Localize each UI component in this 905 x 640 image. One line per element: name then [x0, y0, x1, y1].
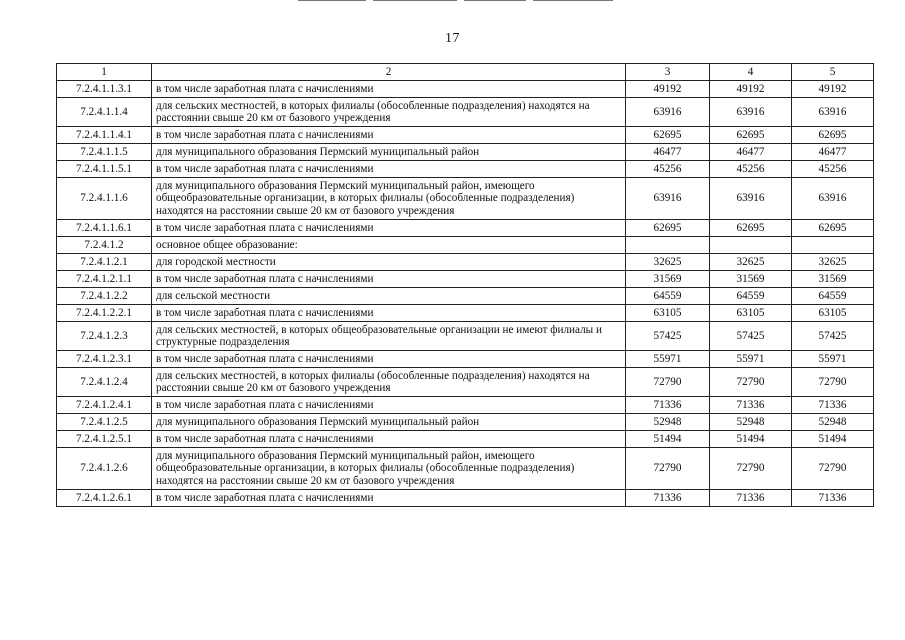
row-description: в том числе заработная плата с начислениями	[152, 81, 626, 98]
row-description: в том числе заработная плата с начислениями	[152, 161, 626, 178]
table-row	[57, 178, 874, 220]
row-value-col5: 71336	[792, 490, 874, 507]
row-code: 7.2.4.1.1.4.1	[57, 127, 152, 144]
row-value-col4: 46477	[710, 144, 792, 161]
row-value-col5: 63916	[792, 178, 874, 220]
table-row	[57, 322, 874, 351]
row-code: 7.2.4.1.2.5	[57, 414, 152, 431]
row-description: для сельских местностей, в которых филиалы (обособленные подразделения) находятся на расстоянии свыше 20 км от базового учреждения	[152, 98, 626, 127]
row-code: 7.2.4.1.2	[57, 237, 152, 254]
row-description: в том числе заработная плата с начислениями	[152, 271, 626, 288]
row-value-col3: 64559	[626, 288, 710, 305]
table-row	[57, 288, 874, 305]
row-value-col5: 71336	[792, 397, 874, 414]
row-value-col3: 62695	[626, 127, 710, 144]
row-value-col5: 64559	[792, 288, 874, 305]
row-description: для сельской местности	[152, 288, 626, 305]
row-value-col4: 45256	[710, 161, 792, 178]
row-value-col3: 45256	[626, 161, 710, 178]
row-value-col4: 63916	[710, 178, 792, 220]
table-row	[57, 144, 874, 161]
row-description: в том числе заработная плата с начислениями	[152, 220, 626, 237]
row-value-col3: 71336	[626, 397, 710, 414]
tariff-table	[56, 63, 874, 507]
row-description: для муниципального образования Пермский муниципальный район, имеющего общеобразовательные организации, в которых филиалы (обособленные подразделения) находятся на расстоянии свыше 20 км от базового учреждения	[152, 178, 626, 220]
row-value-col3	[626, 237, 710, 254]
row-value-col5: 57425	[792, 322, 874, 351]
row-value-col5: 62695	[792, 127, 874, 144]
row-value-col5: 63105	[792, 305, 874, 322]
row-code: 7.2.4.1.1.5	[57, 144, 152, 161]
table-row	[57, 397, 874, 414]
row-value-col5: 51494	[792, 431, 874, 448]
row-value-col4: 63916	[710, 98, 792, 127]
row-value-col4: 49192	[710, 81, 792, 98]
row-value-col5: 63916	[792, 98, 874, 127]
row-value-col4: 52948	[710, 414, 792, 431]
row-value-col4: 71336	[710, 490, 792, 507]
row-value-col4: 62695	[710, 127, 792, 144]
row-value-col3: 49192	[626, 81, 710, 98]
row-value-col4: 62695	[710, 220, 792, 237]
row-code: 7.2.4.1.2.5.1	[57, 431, 152, 448]
row-value-col4: 63105	[710, 305, 792, 322]
row-value-col4: 51494	[710, 431, 792, 448]
row-value-col5: 31569	[792, 271, 874, 288]
row-code: 7.2.4.1.2.4	[57, 368, 152, 397]
row-description: в том числе заработная плата с начислениями	[152, 431, 626, 448]
row-value-col5: 45256	[792, 161, 874, 178]
row-value-col4	[710, 237, 792, 254]
table-row	[57, 127, 874, 144]
row-value-col4: 55971	[710, 351, 792, 368]
row-code: 7.2.4.1.2.1.1	[57, 271, 152, 288]
row-value-col5: 55971	[792, 351, 874, 368]
page-number: 17	[445, 31, 460, 46]
column-header: 4	[710, 64, 792, 81]
table-row	[57, 254, 874, 271]
scan-top-edge-marks	[0, 0, 905, 4]
row-value-col3: 31569	[626, 271, 710, 288]
row-value-col3: 63105	[626, 305, 710, 322]
table-row	[57, 161, 874, 178]
row-value-col3: 55971	[626, 351, 710, 368]
row-code: 7.2.4.1.1.5.1	[57, 161, 152, 178]
row-description: для сельских местностей, в которых филиалы (обособленные подразделения) находятся на расстоянии свыше 20 км от базового учреждения	[152, 368, 626, 397]
row-description: для городской местности	[152, 254, 626, 271]
row-value-col4: 72790	[710, 368, 792, 397]
row-value-col5: 32625	[792, 254, 874, 271]
row-value-col5: 52948	[792, 414, 874, 431]
row-code: 7.2.4.1.2.1	[57, 254, 152, 271]
column-header: 3	[626, 64, 710, 81]
row-value-col3: 32625	[626, 254, 710, 271]
row-value-col4: 57425	[710, 322, 792, 351]
row-value-col5: 72790	[792, 448, 874, 490]
column-header: 1	[57, 64, 152, 81]
row-value-col3: 72790	[626, 448, 710, 490]
row-value-col4: 72790	[710, 448, 792, 490]
row-value-col3: 63916	[626, 178, 710, 220]
row-description: основное общее образование:	[152, 237, 626, 254]
row-value-col5: 72790	[792, 368, 874, 397]
table-row	[57, 271, 874, 288]
row-value-col3: 46477	[626, 144, 710, 161]
row-code: 7.2.4.1.2.3.1	[57, 351, 152, 368]
row-value-col4: 71336	[710, 397, 792, 414]
table-row	[57, 305, 874, 322]
table-row	[57, 237, 874, 254]
row-value-col5: 49192	[792, 81, 874, 98]
row-description: в том числе заработная плата с начислениями	[152, 127, 626, 144]
row-description: для сельских местностей, в которых общеобразовательные организации не имеют филиалы и структурные подразделения	[152, 322, 626, 351]
row-code: 7.2.4.1.1.4	[57, 98, 152, 127]
row-description: в том числе заработная плата с начислениями	[152, 490, 626, 507]
row-value-col3: 72790	[626, 368, 710, 397]
table-row	[57, 431, 874, 448]
table-row	[57, 368, 874, 397]
table-row	[57, 490, 874, 507]
column-number-row	[57, 64, 874, 81]
row-description: для муниципального образования Пермский муниципальный район, имеющего общеобразовательные организации, в которых филиалы (обособленные подразделения) находятся на расстоянии свыше 20 км от базового учреждения	[152, 448, 626, 490]
row-value-col3: 62695	[626, 220, 710, 237]
row-value-col5: 46477	[792, 144, 874, 161]
row-value-col5: 62695	[792, 220, 874, 237]
row-description: в том числе заработная плата с начислениями	[152, 397, 626, 414]
row-code: 7.2.4.1.2.6	[57, 448, 152, 490]
row-code: 7.2.4.1.2.2.1	[57, 305, 152, 322]
row-value-col3: 63916	[626, 98, 710, 127]
row-value-col3: 51494	[626, 431, 710, 448]
row-description: для муниципального образования Пермский муниципальный район	[152, 414, 626, 431]
row-code: 7.2.4.1.1.3.1	[57, 81, 152, 98]
table-row	[57, 351, 874, 368]
column-header: 5	[792, 64, 874, 81]
row-value-col5	[792, 237, 874, 254]
table-row	[57, 414, 874, 431]
row-code: 7.2.4.1.1.6	[57, 178, 152, 220]
column-header: 2	[152, 64, 626, 81]
row-code: 7.2.4.1.2.6.1	[57, 490, 152, 507]
row-value-col3: 71336	[626, 490, 710, 507]
row-description: в том числе заработная плата с начислениями	[152, 305, 626, 322]
row-value-col4: 31569	[710, 271, 792, 288]
table-body	[57, 81, 874, 507]
row-value-col3: 57425	[626, 322, 710, 351]
row-description: для муниципального образования Пермский муниципальный район	[152, 144, 626, 161]
row-description: в том числе заработная плата с начислениями	[152, 351, 626, 368]
row-code: 7.2.4.1.2.4.1	[57, 397, 152, 414]
row-code: 7.2.4.1.2.3	[57, 322, 152, 351]
row-value-col4: 64559	[710, 288, 792, 305]
table-row	[57, 448, 874, 490]
table-row	[57, 98, 874, 127]
table-row	[57, 220, 874, 237]
table-row	[57, 81, 874, 98]
row-code: 7.2.4.1.1.6.1	[57, 220, 152, 237]
row-value-col3: 52948	[626, 414, 710, 431]
row-value-col4: 32625	[710, 254, 792, 271]
row-code: 7.2.4.1.2.2	[57, 288, 152, 305]
